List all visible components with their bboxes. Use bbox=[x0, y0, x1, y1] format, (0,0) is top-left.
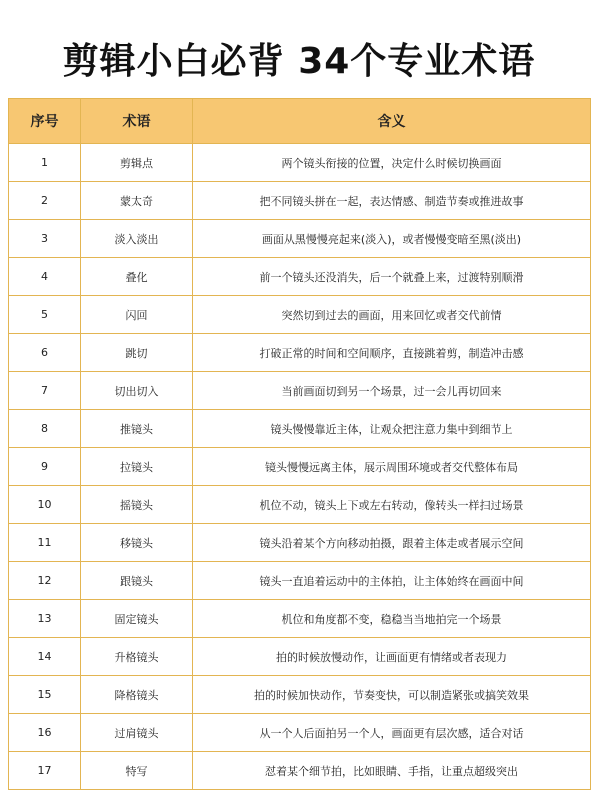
table-row bbox=[9, 524, 591, 562]
row-num: 3 bbox=[9, 220, 81, 258]
table-row bbox=[9, 638, 591, 676]
row-num: 15 bbox=[9, 676, 81, 714]
row-term: 叠化 bbox=[81, 258, 193, 296]
table-row bbox=[9, 220, 591, 258]
row-num: 9 bbox=[9, 448, 81, 486]
row-num: 2 bbox=[9, 182, 81, 220]
row-meaning: 前一个镜头还没消失，后一个就叠上来，过渡特别顺滑 bbox=[193, 258, 591, 296]
row-meaning: 突然切到过去的画面，用来回忆或者交代前情 bbox=[193, 296, 591, 334]
row-term: 淡入淡出 bbox=[81, 220, 193, 258]
row-meaning: 当前画面切到另一个场景，过一会儿再切回来 bbox=[193, 372, 591, 410]
table-row bbox=[9, 410, 591, 448]
row-num: 14 bbox=[9, 638, 81, 676]
table-row bbox=[9, 752, 591, 790]
row-num: 17 bbox=[9, 752, 81, 790]
row-term: 推镜头 bbox=[81, 410, 193, 448]
table-row bbox=[9, 486, 591, 524]
table-row bbox=[9, 372, 591, 410]
row-meaning: 从一个人后面拍另一个人，画面更有层次感，适合对话 bbox=[193, 714, 591, 752]
row-num: 1 bbox=[9, 144, 81, 182]
row-meaning: 机位不动，镜头上下或左右转动，像转头一样扫过场景 bbox=[193, 486, 591, 524]
row-meaning: 怼着某个细节拍，比如眼睛、手指，让重点超级突出 bbox=[193, 752, 591, 790]
row-term: 拉镜头 bbox=[81, 448, 193, 486]
row-num: 13 bbox=[9, 600, 81, 638]
row-meaning: 机位和角度都不变，稳稳当当地拍完一个场景 bbox=[193, 600, 591, 638]
row-meaning: 两个镜头衔接的位置，决定什么时候切换画面 bbox=[193, 144, 591, 182]
row-term: 跳切 bbox=[81, 334, 193, 372]
row-meaning: 画面从黑慢慢亮起来(淡入)，或者慢慢变暗至黑(淡出) bbox=[193, 220, 591, 258]
row-term: 剪辑点 bbox=[81, 144, 193, 182]
row-num: 4 bbox=[9, 258, 81, 296]
header-num: 序号 bbox=[9, 99, 81, 144]
table-row bbox=[9, 600, 591, 638]
row-meaning: 镜头慢慢远离主体，展示周围环境或者交代整体布局 bbox=[193, 448, 591, 486]
row-num: 6 bbox=[9, 334, 81, 372]
table-row bbox=[9, 448, 591, 486]
table-row bbox=[9, 258, 591, 296]
table-row bbox=[9, 182, 591, 220]
row-meaning: 拍的时候加快动作，节奏变快，可以制造紧张或搞笑效果 bbox=[193, 676, 591, 714]
row-meaning: 打破正常的时间和空间顺序，直接跳着剪，制造冲击感 bbox=[193, 334, 591, 372]
row-num: 7 bbox=[9, 372, 81, 410]
row-term: 降格镜头 bbox=[81, 676, 193, 714]
row-term: 升格镜头 bbox=[81, 638, 193, 676]
row-meaning: 拍的时候放慢动作，让画面更有情绪或者表现力 bbox=[193, 638, 591, 676]
row-meaning: 镜头慢慢靠近主体，让观众把注意力集中到细节上 bbox=[193, 410, 591, 448]
table-row bbox=[9, 144, 591, 182]
table-row bbox=[9, 676, 591, 714]
row-meaning: 镜头一直追着运动中的主体拍，让主体始终在画面中间 bbox=[193, 562, 591, 600]
row-term: 跟镜头 bbox=[81, 562, 193, 600]
row-term: 摇镜头 bbox=[81, 486, 193, 524]
row-term: 闪回 bbox=[81, 296, 193, 334]
row-meaning: 镜头沿着某个方向移动拍摄，跟着主体走或者展示空间 bbox=[193, 524, 591, 562]
row-term: 移镜头 bbox=[81, 524, 193, 562]
header-term: 术语 bbox=[81, 99, 193, 144]
header-meaning: 含义 bbox=[193, 99, 591, 144]
row-num: 11 bbox=[9, 524, 81, 562]
table-row bbox=[9, 714, 591, 752]
page-title: 剪辑小白必背 34个专业术语 bbox=[62, 41, 536, 82]
row-num: 12 bbox=[9, 562, 81, 600]
row-num: 10 bbox=[9, 486, 81, 524]
row-term: 切出切入 bbox=[81, 372, 193, 410]
row-term: 特写 bbox=[81, 752, 193, 790]
glossary-table bbox=[8, 98, 591, 790]
row-num: 5 bbox=[9, 296, 81, 334]
table-row bbox=[9, 334, 591, 372]
table-row bbox=[9, 562, 591, 600]
row-meaning: 把不同镜头拼在一起，表达情感、制造节奏或推进故事 bbox=[193, 182, 591, 220]
table-row bbox=[9, 296, 591, 334]
row-num: 8 bbox=[9, 410, 81, 448]
row-term: 蒙太奇 bbox=[81, 182, 193, 220]
row-term: 过肩镜头 bbox=[81, 714, 193, 752]
row-num: 16 bbox=[9, 714, 81, 752]
table-header-row bbox=[9, 99, 591, 144]
row-term: 固定镜头 bbox=[81, 600, 193, 638]
